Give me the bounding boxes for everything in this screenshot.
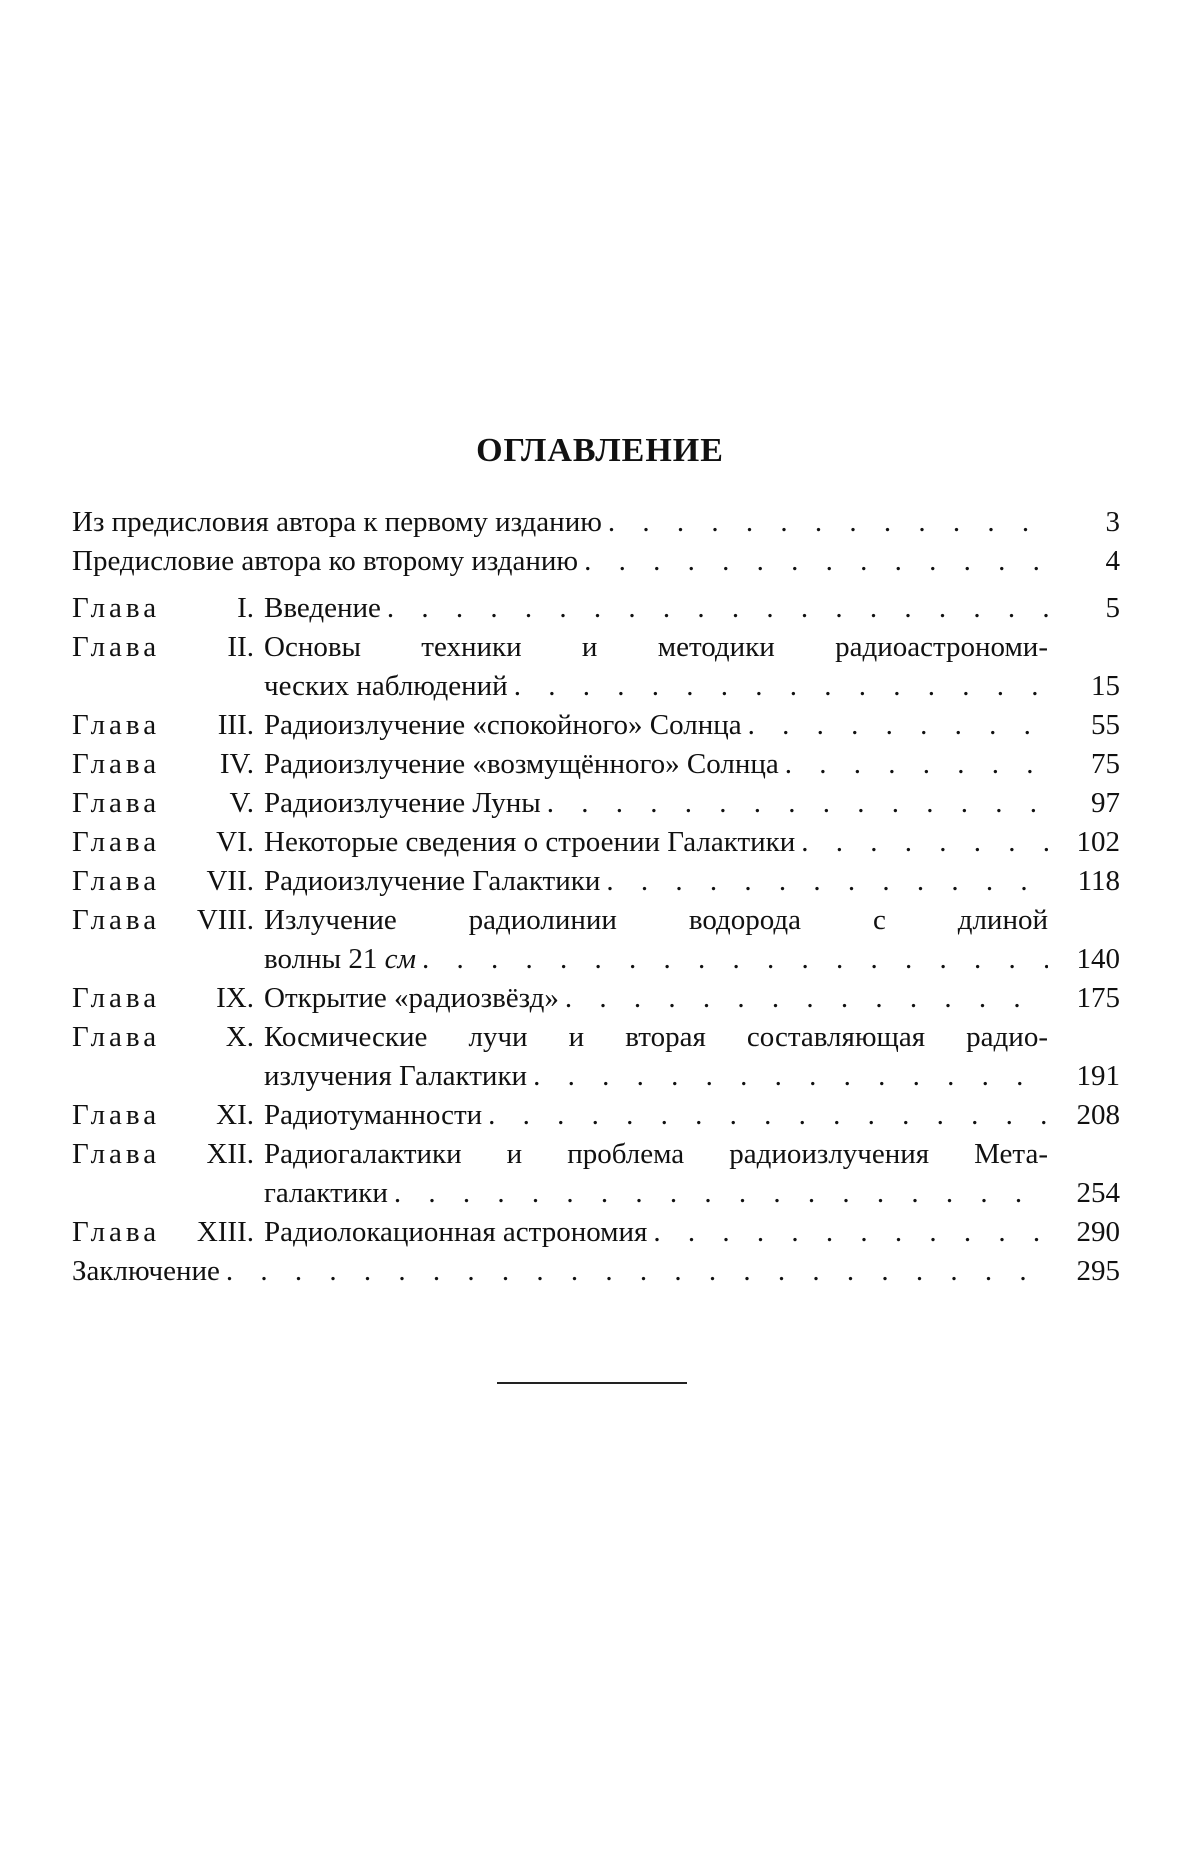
- entry-title: Введение: [264, 592, 381, 624]
- page-number: 175: [1076, 982, 1120, 1014]
- entry-title: Открытие «радиозвёзд»: [264, 982, 559, 1014]
- chapter-prefix: Глава: [72, 982, 161, 1014]
- chapter-number: IX.: [216, 982, 254, 1014]
- page-number: 3: [1105, 506, 1120, 538]
- chapter-number: III.: [217, 709, 254, 741]
- chapter-prefix: Глава: [72, 748, 161, 780]
- dot-leader: [220, 1252, 1048, 1291]
- chapter-prefix: Глава: [72, 1216, 161, 1248]
- chapter-prefix: Глава: [72, 787, 161, 819]
- page-number: 5: [1105, 592, 1120, 624]
- entry-title-line-2: галактики: [264, 1177, 388, 1209]
- dot-leader: [559, 979, 1048, 1018]
- entry-title: Предисловие автора ко второму изданию: [72, 545, 579, 577]
- dot-leader: [742, 706, 1048, 745]
- entry-title: Радиолокационная астрономия: [264, 1216, 648, 1248]
- dot-leader: [508, 667, 1048, 706]
- page-number: 208: [1076, 1099, 1120, 1131]
- entry-title: Радиоизлучение «спокойного» Солнца: [264, 709, 742, 741]
- chapter-prefix: Глава: [72, 826, 161, 858]
- dot-leader: [416, 940, 1048, 979]
- entry-title: Радиоизлучение «возмущённого» Солнца: [264, 748, 779, 780]
- chapter-number: XI.: [216, 1099, 254, 1131]
- toc-entry-chapter-9[interactable]: [72, 979, 1120, 1018]
- chapter-prefix: Глава: [72, 1138, 161, 1170]
- chapter-prefix: Глава: [72, 904, 161, 936]
- dot-leader: [647, 1213, 1048, 1252]
- toc-entry-conclusion[interactable]: [72, 1252, 1120, 1291]
- table-of-contents: [72, 503, 1120, 1291]
- toc-entry-chapter-12[interactable]: [72, 1135, 1120, 1174]
- page-number: 55: [1091, 709, 1120, 741]
- dot-leader: [388, 1174, 1048, 1213]
- toc-entry-chapter-2[interactable]: [72, 628, 1120, 667]
- page-number: 75: [1091, 748, 1120, 780]
- entry-title: Радиотуманности: [264, 1099, 483, 1131]
- page-number: 118: [1077, 865, 1120, 897]
- toc-entry-chapter-10-cont[interactable]: [72, 1057, 1120, 1096]
- dot-leader: [541, 784, 1048, 823]
- toc-entry-chapter-11[interactable]: [72, 1096, 1120, 1135]
- toc-entry-preface-second[interactable]: [72, 542, 1120, 581]
- chapter-number: X.: [225, 1021, 254, 1053]
- entry-title: Из предисловия автора к первому изданию: [72, 506, 602, 538]
- toc-entry-chapter-12-cont[interactable]: [72, 1174, 1120, 1213]
- toc-entry-chapter-7[interactable]: [72, 862, 1120, 901]
- entry-title: Радиоизлучение Галактики: [264, 865, 601, 897]
- toc-entry-chapter-13[interactable]: [72, 1213, 1120, 1252]
- toc-entry-preface-first[interactable]: [72, 503, 1120, 542]
- chapter-number: VII.: [206, 865, 254, 897]
- entry-title-line-1: Основы техники и методики радиоастрономи-: [264, 631, 1048, 663]
- toc-entry-chapter-4[interactable]: [72, 745, 1120, 784]
- chapter-prefix: Глава: [72, 865, 161, 897]
- dot-leader: [527, 1057, 1048, 1096]
- page-number: 102: [1076, 826, 1120, 858]
- chapter-prefix: Глава: [72, 709, 161, 741]
- page-number: 254: [1076, 1177, 1120, 1209]
- toc-entry-chapter-8[interactable]: [72, 901, 1120, 940]
- toc-entry-chapter-6[interactable]: [72, 823, 1120, 862]
- entry-title-line-1: Излучение радиолинии водорода с длиной: [264, 904, 1048, 936]
- chapter-number: II.: [227, 631, 254, 663]
- chapter-prefix: Глава: [72, 1021, 161, 1053]
- dot-leader: [381, 589, 1048, 628]
- dot-leader: [602, 503, 1048, 542]
- chapter-number: XII.: [206, 1138, 254, 1170]
- chapter-number: I.: [237, 592, 254, 624]
- closing-rule: [497, 1382, 687, 1384]
- page-number: 140: [1076, 943, 1120, 975]
- dot-leader: [578, 542, 1048, 581]
- entry-title: Некоторые сведения о строении Галактики: [264, 826, 796, 858]
- entry-title: Заключение: [72, 1255, 220, 1287]
- chapter-number: V.: [229, 787, 254, 819]
- dot-leader: [482, 1096, 1048, 1135]
- toc-entry-chapter-2-cont[interactable]: [72, 667, 1120, 706]
- chapter-prefix: Глава: [72, 1099, 161, 1131]
- page-number: 97: [1091, 787, 1120, 819]
- page-number: 290: [1076, 1216, 1120, 1248]
- dot-leader: [795, 823, 1048, 862]
- page-number: 15: [1091, 670, 1120, 702]
- toc-entry-chapter-5[interactable]: [72, 784, 1120, 823]
- entry-title-line-2: волны 21 см: [264, 943, 416, 975]
- toc-entry-chapter-8-cont[interactable]: [72, 940, 1120, 979]
- entry-title-line-1: Радиогалактики и проблема радиоизлучения Мета-: [264, 1138, 1048, 1170]
- page-number: 295: [1076, 1255, 1120, 1287]
- page-number: 191: [1076, 1060, 1120, 1092]
- entry-title: Радиоизлучение Луны: [264, 787, 541, 819]
- toc-title: ОГЛАВЛЕНИЕ: [476, 432, 724, 469]
- chapter-number: VI.: [216, 826, 254, 858]
- toc-entry-chapter-10[interactable]: [72, 1018, 1120, 1057]
- entry-title-line-1: Космические лучи и вторая составляющая радио-: [264, 1021, 1048, 1053]
- page-number: 4: [1105, 545, 1120, 577]
- toc-entry-chapter-1[interactable]: [72, 589, 1120, 628]
- unit-label: см: [384, 943, 416, 975]
- chapter-number: XIII.: [196, 1216, 254, 1248]
- chapter-number: VIII.: [196, 904, 254, 936]
- chapter-prefix: Глава: [72, 631, 161, 663]
- entry-title-line-2: излучения Галактики: [264, 1060, 528, 1092]
- chapter-number: IV.: [219, 748, 254, 780]
- toc-entry-chapter-3[interactable]: [72, 706, 1120, 745]
- entry-title-line-2: ческих наблюдений: [264, 670, 508, 702]
- dot-leader: [600, 862, 1048, 901]
- chapter-prefix: Глава: [72, 592, 161, 624]
- dot-leader: [779, 745, 1048, 784]
